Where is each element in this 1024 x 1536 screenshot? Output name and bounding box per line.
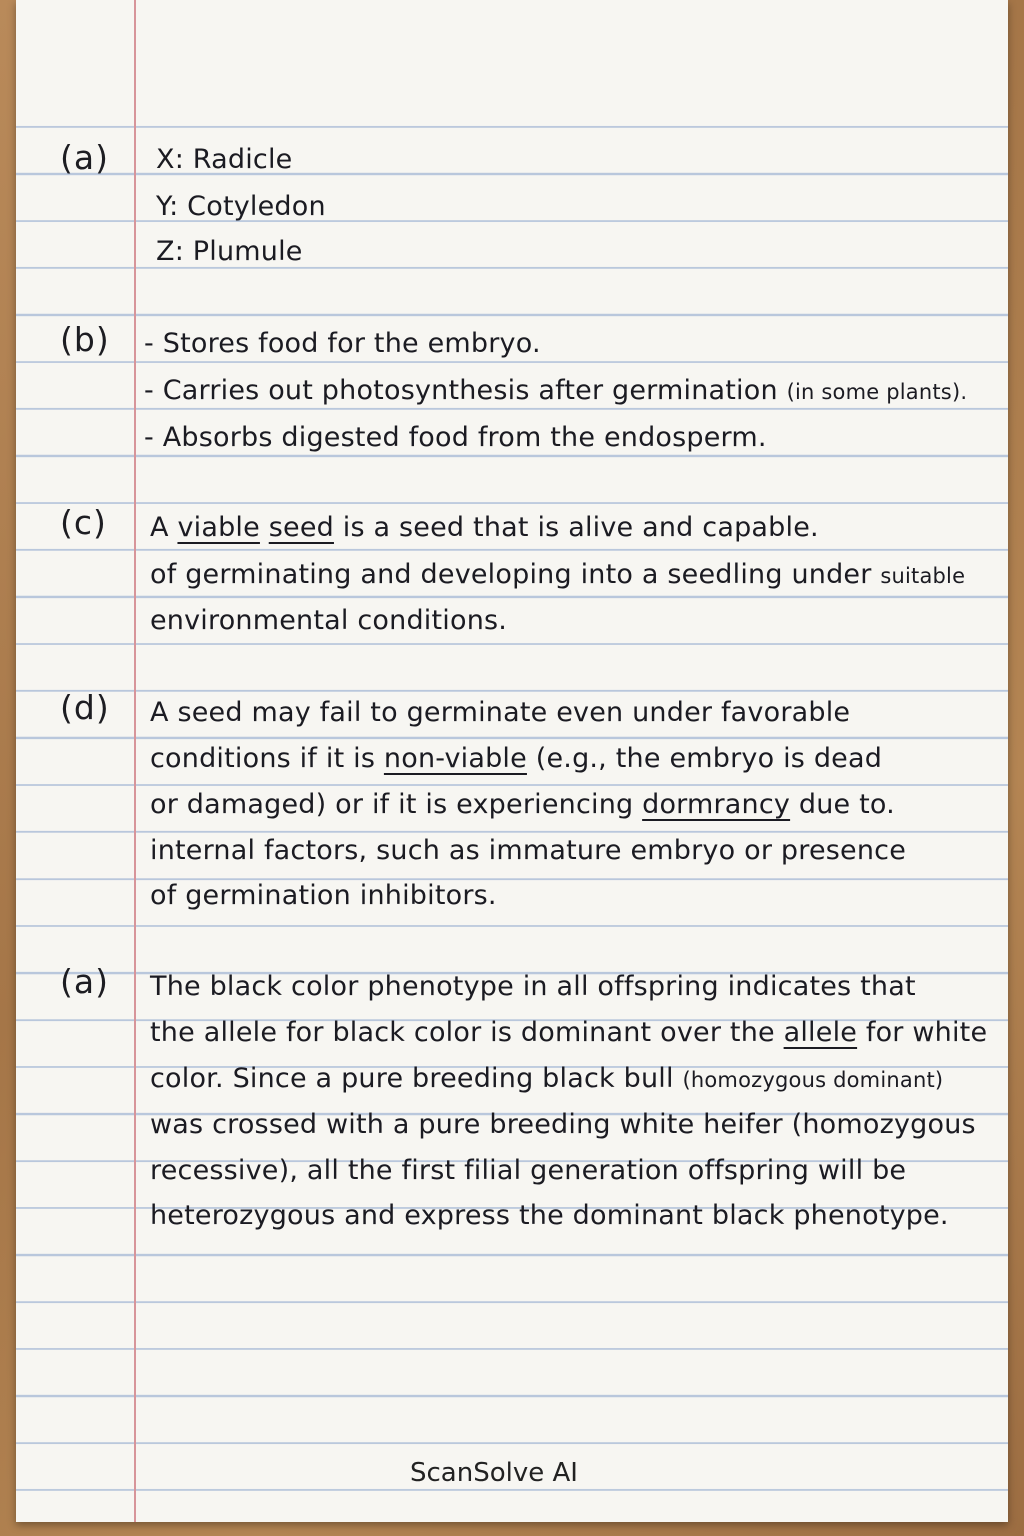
question-label-c: (c) xyxy=(60,503,107,542)
answer-genetics-text: for white xyxy=(857,1017,988,1048)
answer-b-item-3: - Absorbs digested food from the endosperm. xyxy=(144,422,767,453)
answer-a-z: Z: Plumule xyxy=(156,236,303,267)
answer-c-text: of germinating and developing into a seedling under xyxy=(150,559,881,590)
margin-line xyxy=(134,0,136,1522)
answer-d-text: due to. xyxy=(790,789,895,820)
underlined-term-viable: viable xyxy=(177,512,260,543)
paper-header-area xyxy=(16,0,1008,120)
underlined-term-allele: allele xyxy=(783,1017,858,1048)
answer-genetics-text: color. Since a pure breeding black bull xyxy=(150,1063,683,1094)
answer-b-item-2 xyxy=(144,375,967,406)
underlined-term-dormancy: dormrancy xyxy=(642,789,791,820)
answer-c-small-text: suitable xyxy=(880,564,966,588)
answer-b-item-1: - Stores food for the embryo. xyxy=(144,328,541,359)
answer-d-line-3 xyxy=(150,789,895,820)
question-label-b: (b) xyxy=(60,320,110,359)
answer-genetics-line-2 xyxy=(150,1017,987,1048)
answer-d-line-2 xyxy=(150,743,882,774)
answer-c-line-3: environmental conditions. xyxy=(150,605,508,636)
answer-genetics-small-text: (homozygous dominant) xyxy=(682,1068,944,1092)
answer-c-line-1 xyxy=(150,512,819,543)
answer-genetics-line-3 xyxy=(150,1063,943,1094)
question-label-d: (d) xyxy=(60,688,110,727)
answer-d-line-4: internal factors, such as immature embryo or presence xyxy=(150,835,907,866)
answer-b-item-2-main: - Carries out photosynthesis after germination xyxy=(144,375,787,406)
answer-d-line-5: of germination inhibitors. xyxy=(150,880,497,911)
notebook-paper xyxy=(16,0,1008,1522)
answer-genetics-line-1: The black color phenotype in all offspring indicates that xyxy=(150,971,916,1002)
answer-genetics-line-4: was crossed with a pure breeding white heifer (homozygous xyxy=(150,1109,976,1140)
underlined-term-seed: seed xyxy=(268,512,334,543)
answer-c-text: is a seed that is alive and capable. xyxy=(333,512,819,543)
answer-genetics-text: the allele for black color is dominant over the xyxy=(150,1017,784,1048)
answer-c-space xyxy=(260,512,269,543)
answer-c-text: A xyxy=(150,512,178,543)
answer-genetics-line-5: recessive), all the first filial generation offspring will be xyxy=(150,1155,907,1186)
answer-genetics-line-6: heterozygous and express the dominant black phenotype. xyxy=(150,1200,949,1231)
answer-a-y: Y: Cotyledon xyxy=(156,191,326,222)
footer-watermark: ScanSolve AI xyxy=(410,1458,578,1488)
question-label-a: (a) xyxy=(60,138,109,177)
answer-a-x: X: Radicle xyxy=(156,144,293,175)
answer-d-line-1: A seed may fail to germinate even under favorable xyxy=(150,697,851,728)
answer-b-item-2-note: (in some plants). xyxy=(786,380,968,404)
answer-c-line-2 xyxy=(150,559,965,590)
answer-d-text: or damaged) or if it is experiencing xyxy=(150,789,643,820)
underlined-term-non-viable: non-viable xyxy=(383,743,527,774)
question-label-a-genetics: (a) xyxy=(60,962,109,1001)
answer-d-text: (e.g., the embryo is dead xyxy=(526,743,883,774)
answer-d-text: conditions if it is xyxy=(150,743,384,774)
